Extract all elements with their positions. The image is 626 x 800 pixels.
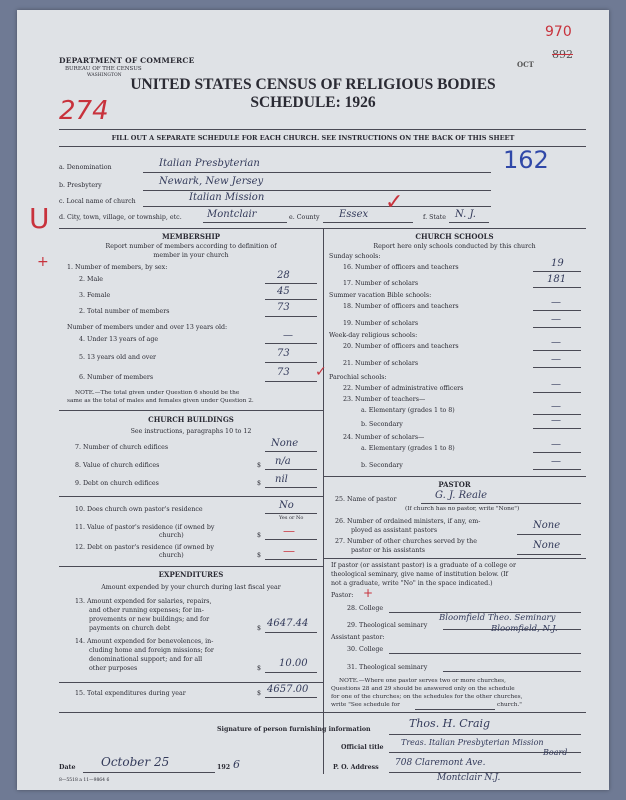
q10-hint: Yes or No: [279, 515, 304, 521]
q20-value: —: [551, 337, 561, 348]
q29-value: Bloomfield Theo. Seminary: [439, 613, 556, 623]
q5-value: 73: [277, 348, 290, 359]
q4-line: [265, 343, 317, 344]
q4-value: —: [283, 330, 293, 341]
q25-value: G. J. Reale: [435, 490, 488, 501]
buildings-instructions: See instructions, paragraphs 10 to 12: [130, 428, 252, 435]
red-letter-mark: U: [29, 202, 50, 235]
q29-label: 29. Theological seminary: [347, 622, 428, 629]
q10-line: [265, 513, 317, 514]
pastor-red-mark: +: [363, 586, 374, 600]
assistant-subheading: Assistant pastor:: [331, 634, 385, 641]
q27-value: None: [533, 540, 561, 551]
red-plus-mark: +: [37, 254, 49, 270]
date-label: Date: [59, 764, 76, 771]
pastor-note-2: Questions 28 and 29 should be answered only on the schedule: [331, 686, 515, 692]
q12-line: [265, 559, 317, 560]
q11-label-2: church): [159, 532, 184, 539]
q19-label: 19. Number of scholars: [343, 320, 419, 327]
q10-value: No: [279, 500, 294, 511]
q14-line-3: denominational support; and for all: [89, 656, 203, 663]
q9-dollar: $: [257, 480, 262, 487]
q14-line: [265, 672, 317, 673]
pastor-note-1: NOTE.—Where one pastor serves two or more churches,: [339, 678, 506, 684]
q25-label: 25. Name of pastor: [335, 496, 397, 503]
official-title-value: Treas. Italian Presbyterian Mission: [401, 738, 544, 747]
sunday-schools-label: Sunday schools:: [329, 253, 381, 260]
q7-line: [265, 451, 317, 452]
q2-total-label: 2. Total number of members: [79, 308, 170, 315]
q13-value: 4647.44: [267, 618, 309, 629]
q12-label-2: church): [159, 552, 184, 559]
pastor-rule: [323, 476, 586, 477]
q13-line-1: 13. Amount expended for salaries, repairs,: [75, 598, 212, 605]
official-title-label: Official title: [341, 744, 384, 751]
q6-line: [265, 381, 317, 382]
q26-value: None: [533, 520, 561, 531]
q14-line-4: other purposes: [89, 665, 138, 672]
q21-value: —: [551, 354, 561, 365]
q10-label: 10. Does church own pastor's residence: [75, 506, 203, 513]
instruction-line: FILL OUT A SEPARATE SCHEDULE FOR EACH CHURCH. SEE INSTRUCTIONS ON THE BACK OF THIS SHEET: [111, 134, 515, 142]
q20-line: [533, 350, 581, 351]
q31-label: 31. Theological seminary: [347, 664, 428, 671]
date-value: October 25: [101, 755, 170, 769]
q18-label: 18. Number of officers and teachers: [343, 303, 459, 310]
denomination-value: Italian Presbyterian: [159, 158, 260, 169]
q11-value: —: [283, 524, 295, 538]
membership-intro-1: Report number of members according to definition of: [105, 243, 277, 250]
q23b-label: b. Secondary: [361, 421, 403, 428]
county-label: e. County: [289, 214, 320, 221]
q12-dollar: $: [257, 552, 262, 559]
official-title-value-2: Board: [543, 748, 568, 757]
pastor-subheading: Pastor:: [331, 592, 354, 599]
q19-line: [533, 327, 581, 328]
q28-label: 28. College: [347, 605, 384, 612]
q3-female-label: 3. Female: [79, 292, 111, 299]
church-name-value: Italian Mission: [189, 192, 265, 203]
q15-label: 15. Total expenditures during year: [75, 690, 186, 697]
q30-line: [389, 653, 581, 654]
q23-label: 23. Number of teachers—: [343, 396, 426, 403]
state-line: [449, 222, 489, 223]
graduate-rule: [323, 558, 586, 559]
q9-line: [265, 487, 317, 488]
q22-line: [533, 392, 581, 393]
q23b-value: —: [551, 415, 561, 426]
q16-value: 19: [551, 258, 564, 269]
q11-dollar: $: [257, 532, 262, 539]
graduate-instr-3: not a graduate, write "No" in the space indicated.): [331, 580, 493, 587]
q14-line-2: cluding home and foreign missions; for: [89, 647, 214, 654]
denomination-label: a. Denomination: [59, 164, 112, 171]
q2-total-value: 73: [277, 302, 290, 313]
stamp-number: 970: [545, 24, 572, 40]
pastor-note-3: for one of the churches; on the schedules for the other churches,: [331, 694, 523, 700]
q13-line-4: payments on church debt: [89, 625, 171, 632]
q6-checkmark: ✓: [315, 364, 327, 380]
city-label: d. City, town, village, or township, etc.: [59, 214, 182, 221]
q8-line: [265, 469, 317, 470]
buildings-heading: CHURCH BUILDINGS: [148, 415, 234, 424]
schedule-title: SCHEDULE: 1926: [250, 94, 376, 111]
q17-line: [533, 287, 581, 288]
q13-line-3: provements or new buildings; and for: [89, 616, 210, 623]
denomination-line: [143, 172, 491, 173]
q26-line-2: ployed as assistant pastors: [351, 527, 438, 534]
q13-line: [265, 632, 317, 633]
q23b-line: [533, 428, 581, 429]
county-value: Essex: [339, 209, 369, 220]
address-label: P. O. Address: [333, 764, 379, 771]
pastor-note-5: church.": [497, 702, 522, 708]
membership-note-2: same as the total of males and females given under Question 2.: [67, 398, 254, 404]
q27-line-1: 27. Number of other churches served by the: [335, 538, 477, 545]
address-value: 708 Claremont Ave.: [395, 758, 486, 768]
q12-value: —: [283, 544, 295, 558]
weekday-schools-label: Week-day religious schools:: [329, 332, 418, 339]
signature-line: [389, 734, 581, 735]
q5-line: [265, 362, 317, 363]
department-label: DEPARTMENT OF COMMERCE: [59, 56, 195, 65]
q11-label-1: 11. Value of pastor's residence (if owned by: [75, 524, 215, 531]
main-box-bottom: [59, 712, 586, 713]
q7-label: 7. Number of church edifices: [75, 444, 169, 451]
location-label: WASHINGTON: [87, 73, 122, 78]
state-label: f. State: [423, 214, 446, 221]
q21-label: 21. Number of scholars: [343, 360, 419, 367]
q31-line: [443, 671, 581, 672]
q13-dollar: $: [257, 625, 262, 632]
county-line: [323, 222, 413, 223]
q14-line-1: 14. Amount expended for benevolences, in-: [75, 638, 214, 645]
q14-value: 10.00: [279, 658, 308, 669]
membership-note-1: NOTE.—The total given under Question 6 should be the: [75, 390, 240, 396]
column-divider: [323, 228, 324, 774]
q8-label: 8. Value of church edifices: [75, 462, 160, 469]
signature-label: Signature of person furnishing information: [217, 726, 371, 733]
graduate-instr-2: theological seminary, give name of institution below. (If: [331, 571, 509, 578]
parochial-schools-label: Parochial schools:: [329, 374, 387, 381]
pastor-heading: PASTOR: [438, 480, 471, 489]
q24-label: 24. Number of scholars—: [343, 434, 425, 441]
q6-label: 6. Number of members: [79, 374, 154, 381]
q16-line: [533, 271, 581, 272]
county-checkmark: ✓: [385, 190, 404, 215]
q25-hint: (If church has no pastor, write "None"): [405, 506, 520, 512]
q11-line: [265, 539, 317, 540]
membership-heading: MEMBERSHIP: [161, 232, 221, 241]
summer-schools-label: Summer vacation Bible schools:: [329, 292, 432, 299]
q24a-value: —: [551, 439, 561, 450]
schools-intro: Report here only schools conducted by this church: [373, 243, 536, 250]
q25-line: [421, 503, 581, 504]
state-value: N. J.: [455, 209, 476, 220]
q7-value: None: [271, 438, 299, 449]
form-title: UNITED STATES CENSUS OF RELIGIOUS BODIES: [130, 76, 496, 93]
expenditures-heading: EXPENDITURES: [158, 570, 224, 579]
church-name-line: [143, 206, 491, 207]
q24a-label: a. Elementary (grades 1 to 8): [361, 445, 455, 452]
q26-line-1: 26. Number of ordained ministers, if any, em-: [335, 518, 481, 525]
total-rule: [59, 682, 323, 683]
census-form-page: [17, 10, 609, 790]
signature-value: Thos. H. Craig: [409, 717, 491, 730]
under-over-label: Number of members under and over 13 years old:: [67, 324, 228, 331]
q19-value: —: [551, 314, 561, 325]
q8-value: n/a: [275, 456, 291, 467]
q26-line: [517, 534, 581, 535]
q30-label: 30. College: [347, 646, 384, 653]
residence-rule: [59, 496, 323, 497]
church-name-label: c. Local name of church: [59, 198, 136, 205]
q22-value: —: [551, 379, 561, 390]
q18-value: —: [551, 297, 561, 308]
year-prefix: 192: [217, 764, 231, 771]
date-line: [83, 772, 215, 773]
q8-dollar: $: [257, 462, 262, 469]
q24a-line: [533, 452, 581, 453]
q2-male-value: 28: [277, 270, 290, 281]
graduate-instr-1: If pastor (or assistant pastor) is a graduate of a college or: [331, 562, 516, 569]
q9-value: nil: [275, 474, 288, 485]
red-ledger-number: 274: [59, 96, 109, 126]
q23a-label: a. Elementary (grades 1 to 8): [361, 407, 455, 414]
q1-label: 1. Number of members, by sex:: [67, 264, 168, 271]
q27-line-2: pastor or his assistants: [351, 547, 426, 554]
q20-label: 20. Number of officers and teachers: [343, 343, 459, 350]
pastor-note-blank: [415, 709, 495, 710]
q9-label: 9. Debt on church edifices: [75, 480, 159, 487]
q3-female-line: [265, 299, 317, 300]
q29-value-location: Bloomfield, N.J.: [491, 624, 558, 634]
q4-label: 4. Under 13 years of age: [79, 336, 159, 343]
q5-label: 5. 13 years old and over: [79, 354, 157, 361]
q2-male-label: 2. Male: [79, 276, 103, 283]
received-stamp: OCT: [517, 60, 534, 69]
q6-value: 73: [277, 367, 290, 378]
q15-dollar: $: [257, 690, 262, 697]
city-line: [203, 222, 287, 223]
q14-dollar: $: [257, 665, 262, 672]
form-number: 8—5518 a 11—9864 6: [59, 778, 110, 783]
q27-line: [517, 554, 581, 555]
q2-total-line: [265, 316, 317, 317]
membership-intro-2: member in your church: [153, 252, 229, 259]
struck-number: 892: [552, 48, 573, 61]
q2-male-line: [265, 283, 317, 284]
bureau-label: BUREAU OF THE CENSUS: [65, 66, 142, 72]
q24b-value: —: [551, 456, 561, 467]
pastor-note-4: write "See schedule for: [331, 702, 400, 708]
q21-line: [533, 367, 581, 368]
buildings-rule: [59, 410, 323, 411]
q13-line-2: and other running expenses; for im-: [89, 607, 204, 614]
q17-value: 181: [547, 274, 567, 285]
presbytery-line: [143, 190, 491, 191]
expenditures-intro: Amount expended by your church during last fiscal year: [101, 584, 281, 591]
header-rule-top: [59, 129, 586, 130]
q18-line: [533, 310, 581, 311]
q24b-label: b. Secondary: [361, 462, 403, 469]
expenditures-rule: [59, 566, 323, 567]
city-value: Montclair: [207, 209, 257, 220]
q23a-value: —: [551, 401, 561, 412]
q17-label: 17. Number of scholars: [343, 280, 419, 287]
q12-label-1: 12. Debt on pastor's residence (if owned by: [75, 544, 214, 551]
q16-label: 16. Number of officers and teachers: [343, 264, 459, 271]
presbytery-value: Newark, New Jersey: [159, 176, 264, 187]
presbytery-label: b. Presbytery: [59, 182, 102, 189]
blue-code-number: 162: [503, 146, 549, 174]
year-value: 6: [233, 758, 240, 771]
q15-value: 4657.00: [267, 684, 309, 695]
q15-line: [265, 697, 317, 698]
address-value-2: Montclair N.J.: [437, 773, 501, 783]
schools-heading: CHURCH SCHOOLS: [415, 232, 494, 241]
q3-female-value: 45: [277, 286, 290, 297]
q22-label: 22. Number of administrative officers: [343, 385, 464, 392]
q24b-line: [533, 469, 581, 470]
